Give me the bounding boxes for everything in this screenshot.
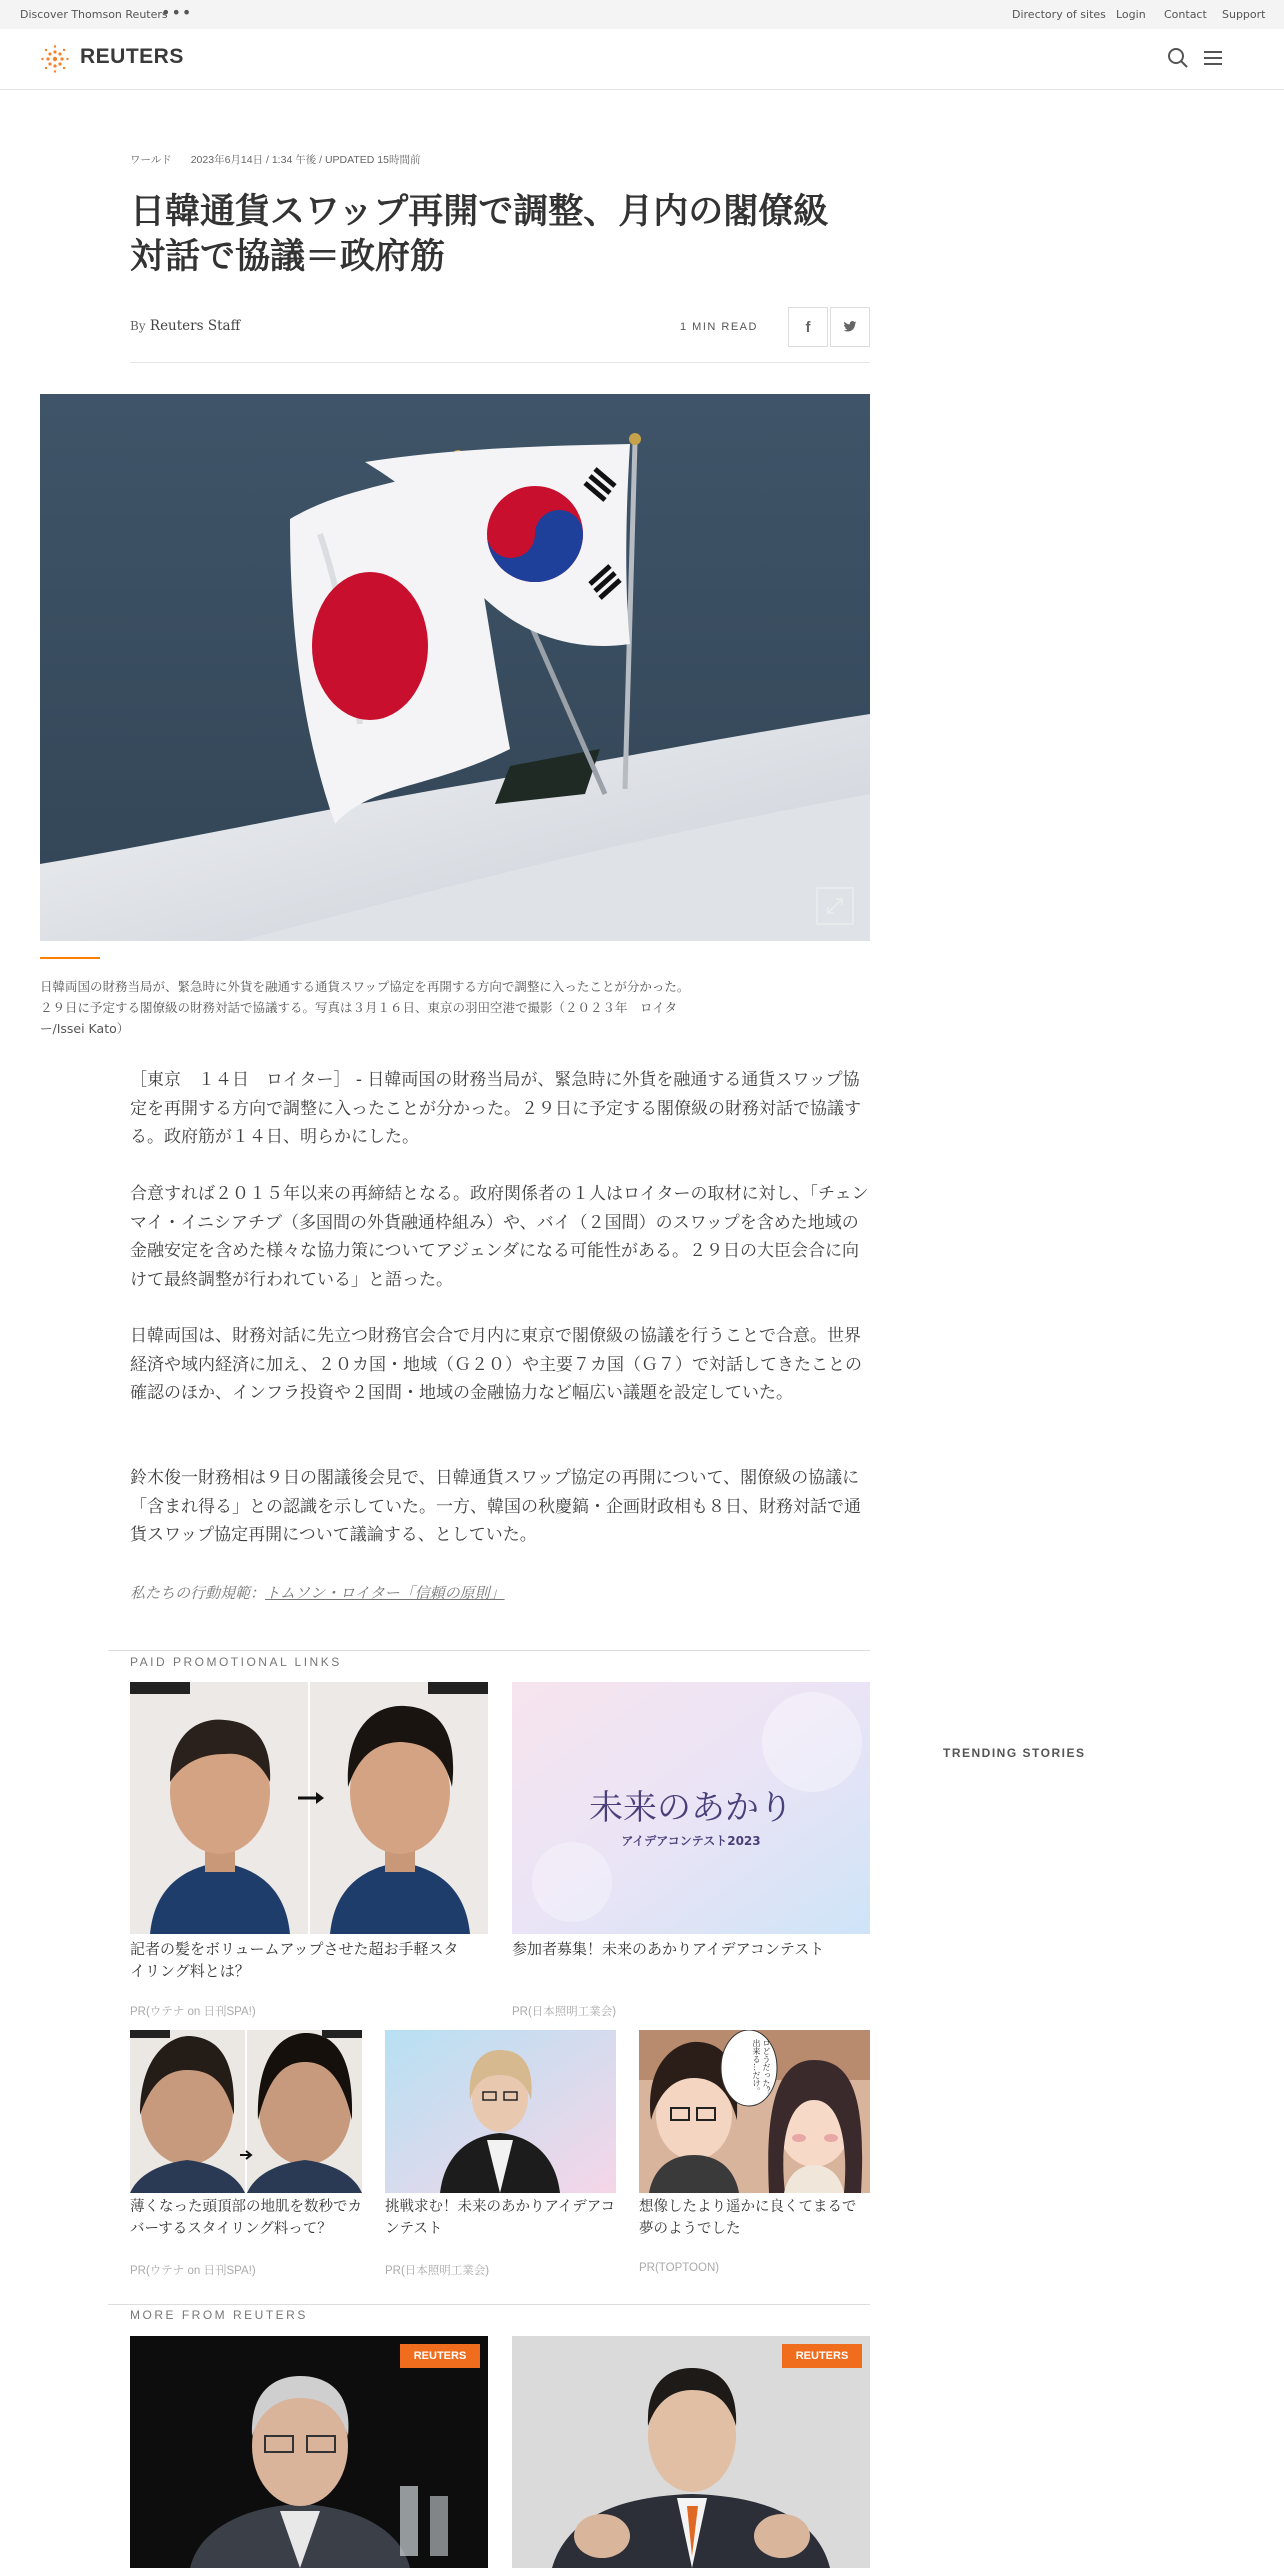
promo-title[interactable]: 記者の髪をボリュームアップさせた超お手軽スタイリング料とは？ — [130, 1940, 459, 1980]
promo-image[interactable] — [130, 2030, 362, 2193]
trending-stories-label: TRENDING STORIES — [943, 1746, 1086, 1760]
promo-image[interactable] — [130, 1682, 488, 1934]
site-header — [0, 29, 1284, 90]
promo-title[interactable]: 参加者募集！未来のあかりアイデアコンテスト — [512, 1940, 825, 1958]
promo-source: PR(ウテナ on 日刊SPA!) — [130, 2006, 256, 2018]
support-link[interactable]: Support — [1222, 8, 1266, 21]
more-icon[interactable]: ••• — [161, 3, 193, 22]
paragraph: ［東京 １４日 ロイター］ - 日韓両国の財務当局が、緊急時に外貨を融通する通貨スワップ協定を再開する方向で調整に入ったことが分かった。２９日に予定する閣僚級の財務対話で協議する。政府筋が１４日、明らかにした。 — [130, 1070, 861, 1147]
article-meta — [130, 152, 420, 167]
speech-bubble-text: ロどうだった？ 出来る…だけ。 — [752, 2039, 771, 2095]
hero-image[interactable] — [40, 394, 870, 941]
paragraph: 日韓両国は、財務対話に先立つ財務官会合で月内に東京で閣僚級の協議を行うことで合意。世界経済や域内経済に加え、２０カ国・地域（Ｇ２０）や主要７カ国（Ｇ７）で対話してきたことの確認のほか、インフラ投資や２国間・地域の金融協力など幅広い議題を設定していた。 — [130, 1326, 863, 1403]
top-bar — [0, 0, 1284, 30]
menu-icon[interactable] — [1202, 47, 1224, 69]
promo-image[interactable] — [639, 2030, 870, 2193]
directory-of-sites-link[interactable]: Directory of sites — [1012, 8, 1106, 21]
author-link[interactable]: Reuters Staff — [149, 318, 241, 334]
byline — [130, 318, 240, 334]
reuters-badge-text: REUTERS — [795, 2350, 849, 2362]
promo-image-text: 未来のあかり — [589, 1788, 793, 1828]
facebook-icon[interactable]: f — [788, 307, 828, 347]
twitter-icon[interactable] — [830, 307, 870, 347]
caption-accent — [40, 957, 100, 959]
reuters-logo-icon[interactable] — [40, 44, 70, 74]
promo-label: PAID PROMOTIONAL LINKS — [130, 1655, 342, 1669]
byline-prefix: By — [130, 319, 146, 333]
promo-image[interactable] — [385, 2030, 616, 2193]
promo-source: PR(日本照明工業会) — [385, 2265, 490, 2277]
paragraph: 鈴木俊一財務相は９日の閣議後会見で、日韓通貨スワップ協定の再開について、閣僚級の協議に「含まれ得る」との認識を示していた。一方、韓国の秋慶鎬・企画財政相も８日、財務対話で通貨スワップ協定再開について議論する、としていた。 — [130, 1468, 861, 1545]
reuters-badge — [400, 2344, 480, 2368]
divider — [108, 1650, 870, 1651]
promo-image-subtext: アイデアコンテスト2023 — [621, 1834, 761, 1848]
divider — [108, 2304, 870, 2305]
article-date: 2023年6月14日 / 1:34 午後 / UPDATED 15時間前 — [190, 154, 421, 166]
section-link[interactable]: ワールド — [130, 154, 172, 166]
ethics-prefix: 私たちの行動規範： — [130, 1584, 266, 1602]
reuters-badge-text: REUTERS — [413, 2350, 467, 2362]
reuters-badge — [782, 2344, 862, 2368]
promo-image[interactable] — [512, 1682, 870, 1934]
login-link[interactable]: Login — [1116, 8, 1146, 21]
code-of-conduct — [130, 1582, 505, 1603]
article-title: 日韓通貨スワップ再開で調整、月内の閣僚級対話で協議＝政府筋 — [130, 192, 829, 277]
search-icon[interactable] — [1166, 46, 1190, 70]
trust-principles-link[interactable]: トムソン・ロイター「信頼の原則」 — [265, 1584, 505, 1602]
promo-title[interactable]: 薄くなった頭頂部の地肌を数秒でカバーするスタイリング料って？ — [130, 2199, 362, 2237]
reuters-logo-text[interactable]: REUTERS — [80, 45, 184, 68]
paragraph: 合意すれば２０１５年以来の再締結となる。政府関係者の１人はロイターの取材に対し、「チェンマイ・イニシアチブ（多国間の外貨融通枠組み）や、バイ（２国間）のスワップを含めた地域の金融安定を含めた様々な協力策についてアジェンダになる可能性がある。２９日の大臣会合に向けて最終調整が行われている」と語った。 — [130, 1184, 869, 1290]
promo-source: PR(ウテナ on 日刊SPA!) — [130, 2265, 256, 2277]
promo-source: PR(TOPTOON) — [639, 2262, 720, 2274]
discover-thomson-reuters-link[interactable]: Discover Thomson Reuters — [20, 8, 168, 21]
promo-title[interactable]: 挑戦求む！未来のあかりアイデアコンテスト — [385, 2199, 615, 2237]
contact-link[interactable]: Contact — [1164, 8, 1207, 21]
story-image[interactable] — [512, 2336, 870, 2568]
promo-title[interactable]: 想像したより遥かに良くてまるで夢のようでした — [639, 2199, 857, 2237]
story-image[interactable] — [130, 2336, 488, 2568]
divider — [130, 362, 870, 363]
promo-source: PR(日本照明工業会) — [512, 2006, 617, 2018]
more-from-reuters-label: MORE FROM REUTERS — [130, 2308, 308, 2322]
image-caption: 日韓両国の財務当局が、緊急時に外貨を融通する通貨スワップ協定を再開する方向で調整に入ったことが分かった。２９日に予定する閣僚級の財務対話で協議する。写真は３月１６日、東京の羽田空港で撮影（２０２３年 ロイター/Issei Kato） — [40, 979, 690, 1036]
read-time: 1 MIN READ — [680, 321, 758, 333]
expand-icon[interactable] — [817, 888, 853, 924]
